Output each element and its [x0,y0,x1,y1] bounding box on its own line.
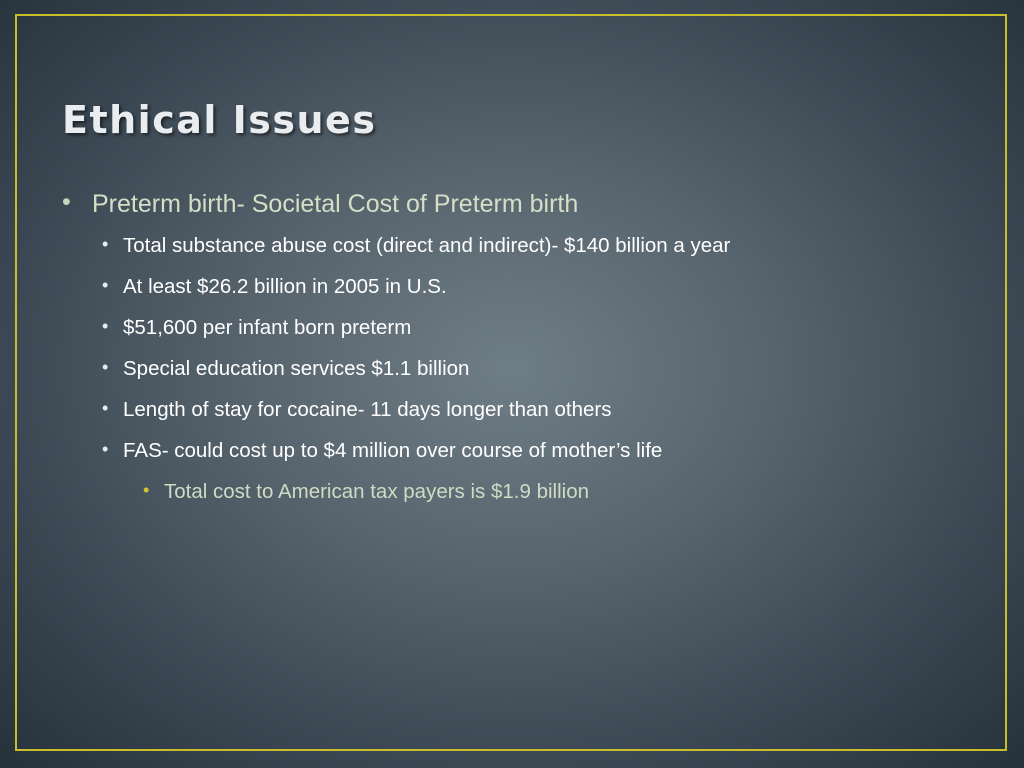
bullet-item-level2 [0,314,1000,355]
bullet-marker: • [102,439,109,459]
bullet-item-level2 [0,437,1000,478]
bullet-item-level2 [0,355,1000,396]
bullet-marker: • [102,275,109,295]
bullet-marker: • [102,398,109,418]
bullet-text: FAS- could cost up to $4 million over course of mother’s life [123,439,663,462]
bullet-text: Total cost to American tax payers is $1.9 billion [164,480,590,503]
bullet-text: At least $26.2 billion in 2005 in U.S. [123,275,447,298]
bullet-item-level3 [0,478,1000,519]
bullet-marker: • [62,188,71,216]
bullet-marker: • [143,480,150,500]
bullet-item-level2 [0,273,1000,314]
bullet-item-level2 [0,232,1000,273]
bullet-text: Special education services $1.1 billion [123,357,470,380]
bullet-marker: • [102,357,109,377]
bullet-text: $51,600 per infant born preterm [123,316,412,339]
bullet-marker: • [102,234,109,254]
bullet-item-level2 [0,396,1000,437]
slide-title: Ethical Issues [62,98,377,142]
bullet-text: Preterm birth- Societal Cost of Preterm birth [92,190,579,218]
bullet-text: Length of stay for cocaine- 11 days longer than others [123,398,612,421]
bullet-item-level1 [0,188,1000,232]
bullet-text: Total substance abuse cost (direct and indirect)- $140 billion a year [123,234,731,257]
bullet-list [0,188,1000,519]
bullet-marker: • [102,316,109,336]
